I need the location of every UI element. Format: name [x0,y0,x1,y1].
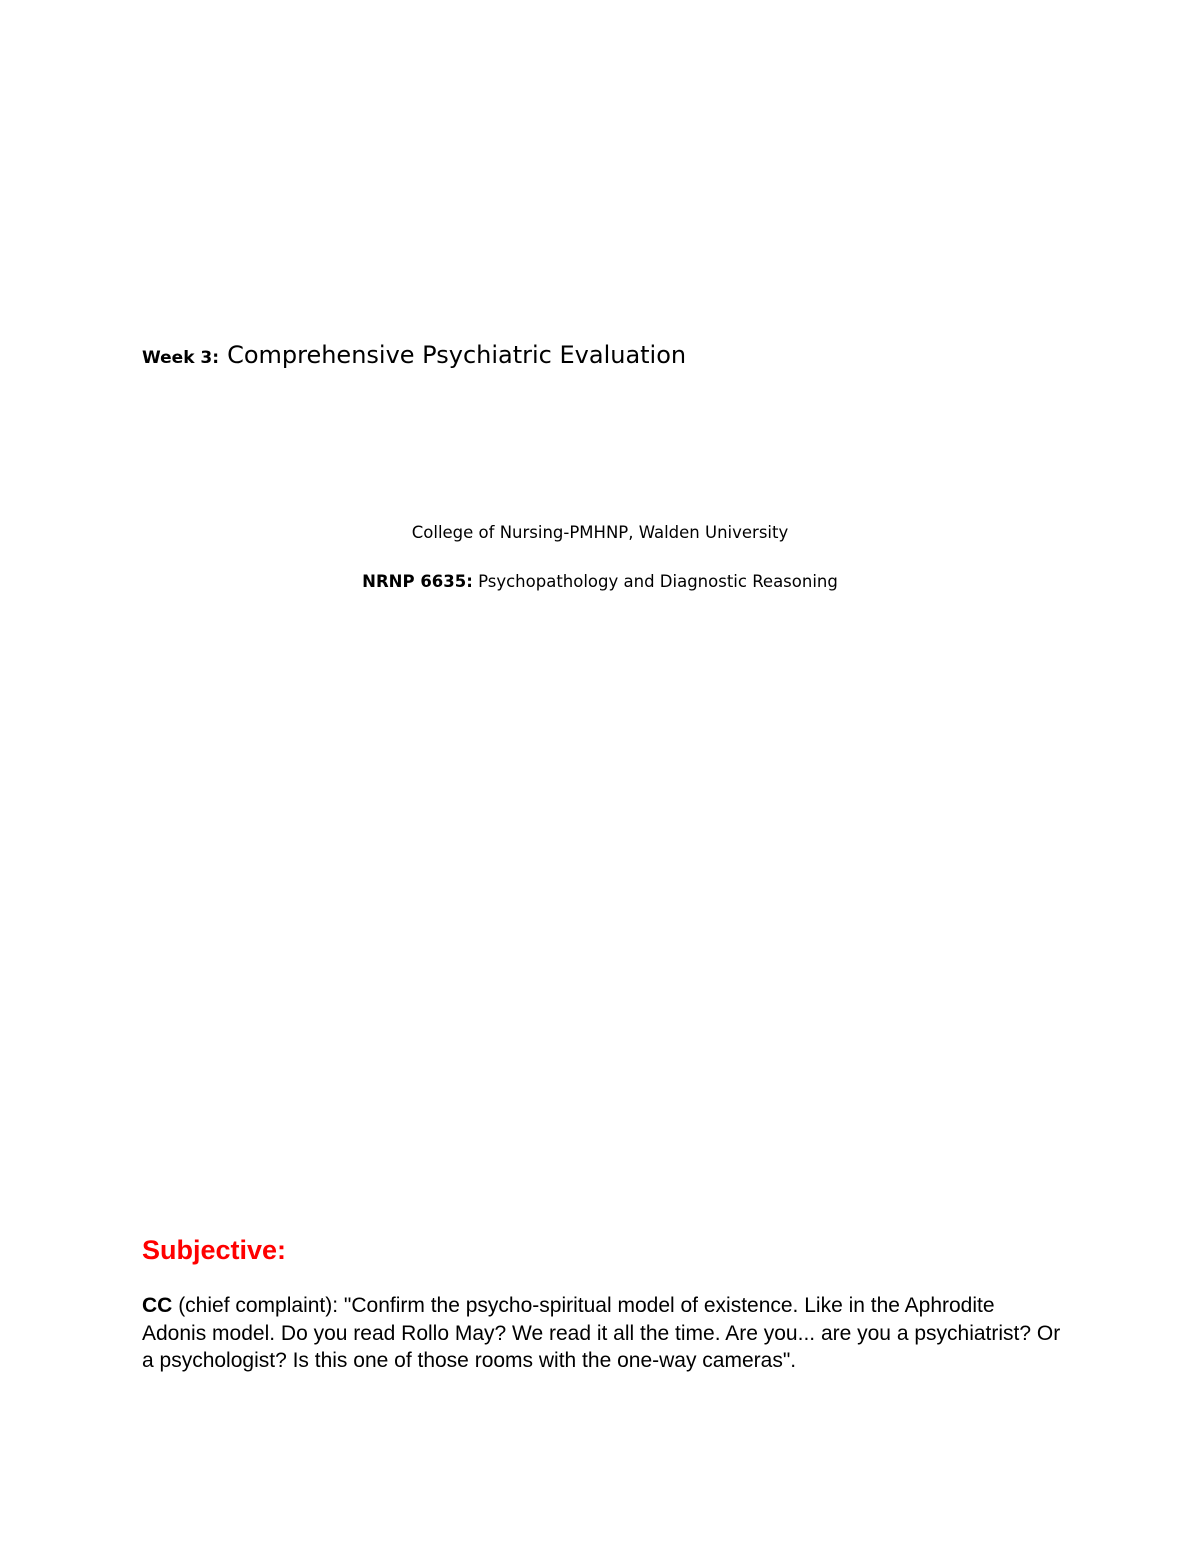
course-name: Psychopathology and Diagnostic Reasoning [478,572,838,591]
document-title [142,338,686,376]
college-line: College of Nursing-PMHNP, Walden University [411,523,789,542]
cc-text: (chief complaint): "Confirm the psycho-spiritual model of existence. Like in the Aphrodite Adonis model. Do you read Rollo May? We read it all the time. Are you... are you a psychiatrist? Or a psychologist? Is this one of those rooms with the one-way cameras". [142,1294,1061,1372]
cc-label: CC [142,1294,173,1317]
subjective-heading: Subjective: [142,1235,287,1265]
course-code: NRNP 6635: [362,572,473,591]
course-line [0,570,1200,594]
week-label: Week 3: [142,348,220,368]
title-text: Comprehensive Psychiatric Evaluation [227,341,687,369]
chief-complaint-paragraph [142,1292,1062,1375]
